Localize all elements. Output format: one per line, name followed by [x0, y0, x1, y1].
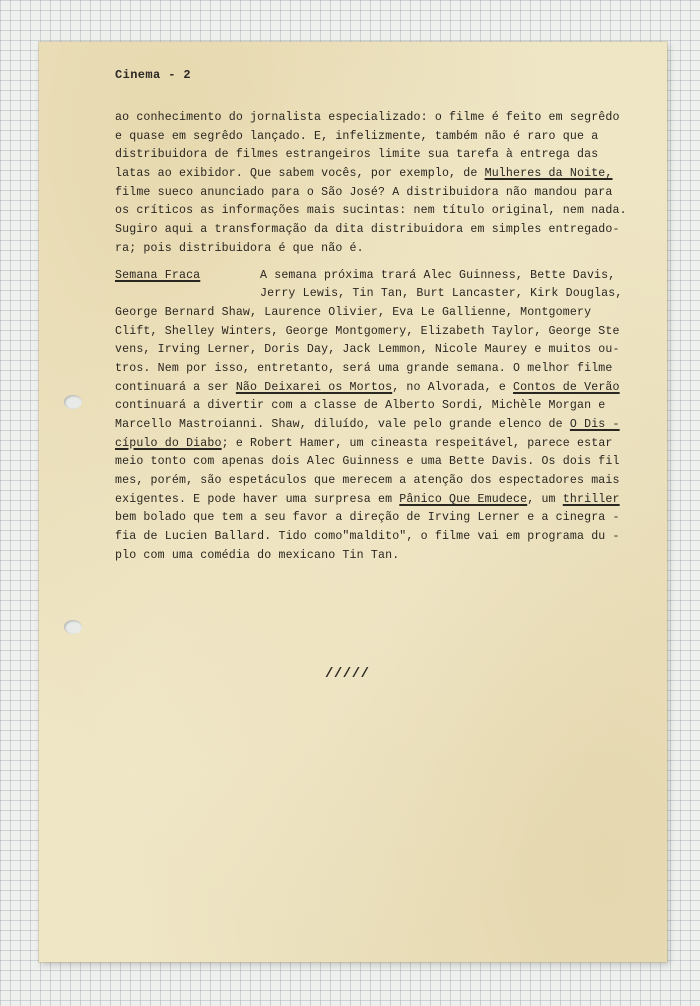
text-line: exigentes. E pode haver uma surpresa em Pânico Que Emudece, um thriller — [115, 492, 620, 506]
text-line: meio tonto com apenas dois Alec Guinness e uma Bette Davis. Os dois fil — [115, 455, 620, 469]
closing-mark: ///// — [325, 666, 370, 682]
text-line: os críticos as informações mais sucintas: nem título original, nem nada. — [115, 204, 627, 218]
film-title: Não Deixarei os Mortos — [235, 380, 393, 394]
text-line: latas ao exibidor. Que sabem vocês, por exemplo, de Mulheres da Noite, — [115, 167, 613, 181]
text-line: ra; pois distribuidora é que não é. — [115, 241, 364, 255]
section-title: Semana Fraca — [115, 268, 201, 282]
text-line: continuará a ser Não Deixarei os Mortos, no Alvorada, e Contos de Verão — [115, 380, 620, 394]
film-title: O Dis - — [569, 418, 620, 431]
punch-hole — [64, 395, 82, 409]
text-line: George Bernard Shaw, Laurence Olivier, Eva Le Gallienne, Montgomery — [115, 305, 592, 319]
text-line: tros. Nem por isso, entretanto, será uma grande semana. O melhor filme — [115, 361, 613, 375]
film-title: Mulheres da Noite, — [484, 167, 613, 181]
emphasized-word: thriller — [562, 492, 620, 506]
film-title: cípulo do Diabo — [115, 436, 222, 450]
text-line: cípulo do Diabo; e Robert Hamer, um cineasta respeitável, parece estar — [115, 436, 613, 450]
text-line: Semana Fraca A semana próxima trará Alec Guinness, Bette Davis, — [115, 267, 645, 286]
text-line: plo com uma comédia do mexicano Tin Tan. — [115, 548, 400, 562]
text-line: filme sueco anunciado para o São José? A distribuidora não mandou para — [115, 185, 613, 199]
text-line: fia de Lucien Ballard. Tido como"maldito", o filme vai em programa du - — [115, 530, 620, 544]
film-title: Contos de Verão — [513, 380, 620, 394]
text-line: Marcello Mastroianni. Shaw, diluído, vale pelo grande elenco de O Dis - — [115, 418, 620, 431]
page-header: Cinema - 2 — [115, 68, 192, 82]
text-line: mes, porém, são espetáculos que merecem a atenção dos espectadores mais — [115, 474, 620, 488]
text-line: Sugiro aqui a transformação da dita distribuidora em simples entregado- — [115, 223, 620, 237]
text-line: continuará a divertir com a classe de Alberto Sordi, Michèle Morgan e — [115, 399, 606, 413]
text-line: Jerry Lewis, Tin Tan, Burt Lancaster, Kirk Douglas, — [260, 287, 623, 301]
text-line: distribuidora de filmes estrangeiros limite sua tarefa à entrega das — [115, 148, 599, 162]
text-line: ao conhecimento do jornalista especializado: o filme é feito em segrêdo — [115, 111, 620, 124]
typewritten-page — [39, 42, 667, 962]
film-title: Pânico Que Emudece — [399, 492, 528, 506]
text-line: e quase em segrêdo lançado. E, infelizmente, também não é raro que a — [115, 129, 599, 143]
page-body — [115, 109, 645, 566]
text-line: bem bolado que tem a seu favor a direção de Irving Lerner e a cinegra - — [115, 511, 620, 525]
text-line: vens, Irving Lerner, Doris Day, Jack Lemmon, Nicole Maurey e muitos ou- — [115, 343, 620, 357]
punch-hole — [64, 620, 82, 634]
text-line: Clift, Shelley Winters, George Montgomery, Elizabeth Taylor, George Ste — [115, 324, 620, 338]
